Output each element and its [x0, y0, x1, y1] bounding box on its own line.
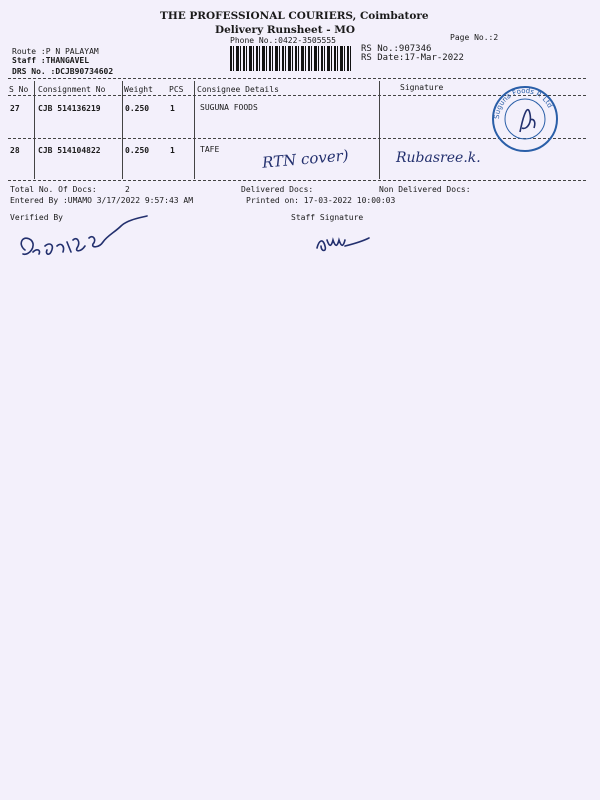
receiver-signature: Rubasree.k.: [396, 150, 481, 166]
barcode-image: [230, 46, 352, 71]
staff-signature-label: Staff Signature: [291, 213, 364, 222]
row-consignee: SUGUNA FOODS: [200, 103, 258, 112]
printed-on: Printed on: 17-03-2022 10:00:03: [246, 196, 396, 205]
stamp-text: Suguna Foods P. Ltd: [492, 86, 555, 120]
phone-number: Phone No.:0422-3505555: [230, 36, 336, 45]
staff-name: Staff :THANGAVEL: [12, 56, 90, 65]
drs-number: DRS No. :DCJB90734602: [12, 67, 114, 76]
company-stamp: [490, 84, 560, 154]
th-sno: S No: [9, 85, 29, 94]
route: Route :P N PALAYAM: [12, 47, 99, 56]
th-consignment: Consignment No: [38, 85, 106, 94]
delivered-docs-label: Delivered Docs:: [241, 185, 314, 194]
page-number: Page No.:2: [450, 33, 499, 42]
rs-number: RS No.:907346: [361, 44, 432, 54]
th-consignee: Consignee Details: [197, 85, 279, 94]
table-bottom-rule: [8, 180, 586, 181]
col-divider-1: [34, 81, 35, 179]
verifier-signature: [15, 212, 165, 272]
th-pcs: PCS: [169, 85, 184, 94]
verified-by-label: Verified By: [10, 213, 63, 222]
staff-signature-mark: [315, 232, 375, 256]
row-weight: 0.250: [125, 146, 150, 155]
sheet-title: Delivery Runsheet - MO: [215, 24, 356, 36]
col-divider-4: [379, 81, 380, 179]
rs-date: RS Date:17-Mar-2022: [361, 53, 464, 63]
col-divider-2: [122, 81, 123, 179]
row-weight: 0.250: [125, 104, 150, 113]
row-pcs: 1: [170, 146, 175, 155]
row-consignment: CJB 514136219: [38, 104, 101, 113]
th-weight: Weight: [124, 85, 153, 94]
table-top-rule: [8, 78, 586, 79]
col-divider-3: [194, 81, 195, 179]
th-signature: Signature: [400, 83, 444, 92]
row-pcs: 1: [170, 104, 175, 113]
row-consignee: TAFE: [200, 145, 220, 154]
row-consignment: CJB 514104822: [38, 146, 101, 155]
company-name: THE PROFESSIONAL COURIERS, Coimbatore: [160, 10, 429, 22]
entered-by: Entered By :UMAMO 3/17/2022 9:57:43 AM: [10, 196, 194, 205]
non-delivered-docs-label: Non Delivered Docs:: [379, 185, 471, 194]
total-docs-label: Total No. Of Docs:: [10, 185, 97, 194]
total-docs-value: 2: [125, 185, 130, 194]
row-sno: 27: [10, 104, 20, 113]
rtn-cover-note: RTN cover): [261, 146, 350, 172]
row-sno: 28: [10, 146, 20, 155]
